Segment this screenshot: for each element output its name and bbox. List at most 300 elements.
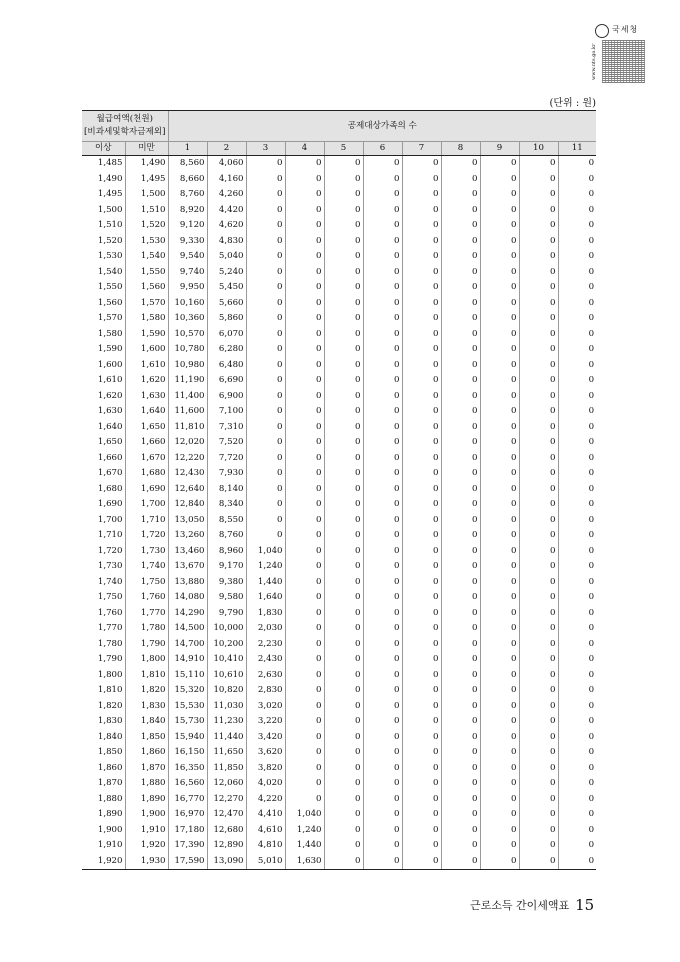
tax-amount-cell: 12,020: [168, 435, 207, 451]
tax-amount-cell: 0: [441, 854, 480, 870]
table-row: [82, 683, 596, 699]
income-min-cell: 1,810: [97, 685, 123, 695]
tax-amount-cell: 0: [285, 249, 324, 265]
tax-amount-cell: 0: [324, 404, 363, 420]
tax-amount-cell: 0: [324, 544, 363, 560]
tax-amount-cell: 9,120: [168, 218, 207, 234]
income-min-cell: 1,640: [97, 421, 123, 432]
tax-amount-cell: 0: [402, 730, 441, 746]
tax-amount-cell: 0: [324, 172, 363, 188]
tax-amount-cell: 10,570: [168, 327, 207, 343]
income-min-cell: 1,910: [97, 840, 123, 850]
tax-amount-cell: 0: [480, 497, 519, 513]
income-max-cell: 1,860: [125, 745, 168, 761]
tax-amount-cell: 0: [285, 265, 324, 281]
tax-amount-cell: 0: [363, 575, 402, 591]
income-max-cell: 1,520: [125, 218, 168, 234]
tax-amount-cell: 0: [519, 404, 558, 420]
tax-amount-cell: 0: [285, 559, 324, 575]
tax-amount-cell: 6,280: [207, 342, 246, 358]
tax-amount-cell: 5,010: [246, 854, 285, 870]
tax-amount-cell: 0: [519, 854, 558, 870]
tax-amount-cell: 0: [285, 652, 324, 668]
tax-amount-cell: 0: [441, 497, 480, 513]
income-min-cell: 1,495: [97, 189, 123, 199]
tax-amount-cell: 0: [480, 652, 519, 668]
tax-amount-cell: 0: [246, 513, 285, 529]
tax-amount-cell: 8,760: [168, 187, 207, 203]
tax-amount-cell: 17,180: [168, 823, 207, 839]
tax-amount-cell: 1,440: [285, 838, 324, 854]
income-min-cell: 1,850: [97, 747, 123, 757]
tax-amount-cell: 0: [285, 513, 324, 529]
income-max-cell: 1,610: [125, 358, 168, 374]
tax-amount-cell: 0: [519, 389, 558, 405]
tax-amount-cell: 0: [402, 342, 441, 358]
income-min-cell: 1,890: [97, 809, 123, 819]
tax-amount-cell: 0: [402, 466, 441, 482]
tax-amount-cell: 0: [285, 544, 324, 560]
tax-amount-cell: 0: [558, 358, 596, 374]
income-max-cell: 1,840: [125, 714, 168, 730]
income-max-cell: 1,870: [125, 761, 168, 777]
income-max-cell: 1,510: [125, 203, 168, 219]
tax-amount-cell: 0: [480, 187, 519, 203]
tax-amount-cell: 0: [285, 451, 324, 467]
tax-amount-cell: 0: [285, 575, 324, 591]
tax-amount-cell: 0: [324, 668, 363, 684]
tax-amount-cell: 0: [558, 776, 596, 792]
income-min-cell: 1,590: [97, 344, 123, 354]
tax-amount-cell: 0: [558, 854, 596, 870]
tax-amount-cell: 9,790: [207, 606, 246, 622]
tax-amount-cell: 0: [558, 575, 596, 591]
income-max-cell: 1,650: [125, 420, 168, 436]
tax-amount-cell: 0: [480, 807, 519, 823]
income-max-cell: 1,810: [125, 668, 168, 684]
table-row: [82, 513, 596, 529]
tax-amount-cell: 8,660: [168, 172, 207, 188]
tax-amount-cell: 0: [402, 203, 441, 219]
tax-amount-cell: 3,020: [246, 699, 285, 715]
income-min-cell: 1,730: [97, 561, 123, 571]
income-max-cell: 1,630: [125, 389, 168, 405]
table-row: [82, 559, 596, 575]
tax-amount-cell: 0: [519, 621, 558, 637]
tax-amount-cell: 0: [441, 528, 480, 544]
tax-amount-cell: 0: [324, 823, 363, 839]
income-max-cell: 1,570: [125, 296, 168, 312]
tax-amount-cell: 15,940: [168, 730, 207, 746]
tax-amount-cell: 0: [324, 265, 363, 281]
table-row: [82, 761, 596, 777]
tax-amount-cell: 14,080: [168, 590, 207, 606]
tax-amount-cell: 0: [363, 652, 402, 668]
tax-amount-cell: 0: [363, 637, 402, 653]
tax-amount-cell: 0: [558, 172, 596, 188]
table-row: [82, 156, 596, 172]
tax-amount-cell: 0: [285, 420, 324, 436]
tax-amount-cell: 0: [363, 172, 402, 188]
income-min-cell: 1,860: [97, 762, 123, 773]
table-row: [82, 497, 596, 513]
tax-amount-cell: 0: [402, 311, 441, 327]
family-count-9-header: 9: [480, 142, 519, 156]
tax-amount-cell: 0: [363, 280, 402, 296]
table-row: [82, 776, 596, 792]
tax-amount-cell: 7,930: [207, 466, 246, 482]
tax-amount-cell: 0: [402, 621, 441, 637]
tax-amount-cell: 0: [441, 668, 480, 684]
tax-amount-cell: 0: [363, 358, 402, 374]
tax-amount-cell: 11,030: [207, 699, 246, 715]
tax-amount-cell: 0: [324, 156, 363, 172]
tax-amount-cell: 14,500: [168, 621, 207, 637]
tax-amount-cell: 0: [480, 327, 519, 343]
table-row: [82, 621, 596, 637]
tax-amount-cell: 0: [363, 420, 402, 436]
tax-amount-cell: 0: [246, 156, 285, 172]
tax-amount-cell: 0: [324, 466, 363, 482]
tax-amount-cell: 0: [402, 435, 441, 451]
family-count-3-header: 3: [246, 142, 285, 156]
table-row: [82, 404, 596, 420]
tax-amount-cell: 0: [558, 745, 596, 761]
tax-amount-cell: 0: [480, 637, 519, 653]
tax-amount-cell: 0: [285, 280, 324, 296]
tax-amount-cell: 0: [324, 435, 363, 451]
tax-amount-cell: 0: [519, 652, 558, 668]
tax-amount-cell: 0: [363, 156, 402, 172]
tax-amount-cell: 0: [480, 668, 519, 684]
tax-amount-cell: 0: [324, 249, 363, 265]
tax-amount-cell: 0: [441, 559, 480, 575]
family-count-4-header: 4: [285, 142, 324, 156]
income-min-cell: 1,760: [97, 607, 123, 618]
tax-amount-cell: 0: [480, 575, 519, 591]
tax-amount-cell: 0: [324, 652, 363, 668]
tax-amount-cell: 0: [558, 807, 596, 823]
table-row: [82, 590, 596, 606]
tax-amount-cell: 13,090: [207, 854, 246, 870]
table-row: [82, 172, 596, 188]
tax-amount-cell: 0: [519, 265, 558, 281]
tax-amount-cell: 4,620: [207, 218, 246, 234]
income-range-header: [82, 111, 168, 142]
tax-amount-cell: 0: [285, 373, 324, 389]
tax-amount-cell: 0: [285, 156, 324, 172]
tax-amount-cell: 0: [519, 637, 558, 653]
income-min-cell: 1,780: [97, 638, 123, 649]
income-max-cell: 1,600: [125, 342, 168, 358]
table-row: [82, 249, 596, 265]
income-min-cell: 1,680: [97, 483, 123, 494]
income-max-cell: 1,560: [125, 280, 168, 296]
income-min-cell: 1,660: [97, 452, 123, 463]
tax-amount-cell: 0: [519, 187, 558, 203]
income-min-cell: 1,500: [97, 204, 123, 215]
tax-amount-cell: 0: [480, 792, 519, 808]
tax-amount-cell: 0: [246, 373, 285, 389]
tax-amount-cell: 0: [402, 606, 441, 622]
tax-amount-cell: 0: [558, 265, 596, 281]
tax-amount-cell: 1,830: [246, 606, 285, 622]
tax-amount-cell: 16,150: [168, 745, 207, 761]
tax-amount-cell: 0: [441, 373, 480, 389]
tax-amount-cell: 0: [363, 699, 402, 715]
income-max-cell: 1,930: [125, 854, 168, 870]
tax-amount-cell: 0: [285, 172, 324, 188]
tax-amount-cell: 0: [246, 280, 285, 296]
table-row: [82, 807, 596, 823]
tax-amount-cell: 0: [441, 683, 480, 699]
table-row: [82, 482, 596, 498]
tax-amount-cell: 0: [324, 590, 363, 606]
tax-amount-cell: 0: [519, 435, 558, 451]
tax-amount-cell: 0: [519, 342, 558, 358]
tax-amount-cell: 0: [246, 358, 285, 374]
tax-amount-cell: 0: [285, 482, 324, 498]
tax-amount-cell: 0: [519, 559, 558, 575]
tax-amount-cell: 0: [285, 187, 324, 203]
tax-amount-cell: 0: [363, 482, 402, 498]
tax-amount-cell: 2,030: [246, 621, 285, 637]
tax-amount-cell: 0: [324, 513, 363, 529]
tax-amount-cell: 0: [519, 606, 558, 622]
tax-amount-cell: 0: [402, 807, 441, 823]
tax-amount-cell: 0: [363, 854, 402, 870]
tax-amount-cell: 10,780: [168, 342, 207, 358]
tax-amount-cell: 0: [402, 497, 441, 513]
tax-amount-cell: 0: [519, 823, 558, 839]
tax-amount-cell: 8,550: [207, 513, 246, 529]
tax-amount-cell: 0: [441, 265, 480, 281]
tax-amount-cell: 0: [441, 435, 480, 451]
income-max-cell: 1,620: [125, 373, 168, 389]
income-min-cell: 1,840: [97, 731, 123, 742]
max-header: 미만: [125, 142, 168, 156]
table-row: [82, 358, 596, 374]
tax-amount-cell: 0: [480, 358, 519, 374]
tax-amount-cell: 10,160: [168, 296, 207, 312]
family-count-8-header: 8: [441, 142, 480, 156]
tax-amount-cell: 0: [558, 761, 596, 777]
tax-amount-cell: 0: [363, 745, 402, 761]
tax-amount-cell: 0: [558, 249, 596, 265]
tax-amount-cell: 0: [519, 776, 558, 792]
income-min-cell: 1,770: [97, 623, 123, 633]
tax-amount-cell: 0: [441, 404, 480, 420]
tax-amount-cell: 0: [363, 265, 402, 281]
income-min-cell: 1,820: [97, 700, 123, 711]
tax-amount-cell: 11,190: [168, 373, 207, 389]
tax-amount-cell: 0: [480, 761, 519, 777]
tax-amount-cell: 0: [402, 156, 441, 172]
table-row: [82, 296, 596, 312]
tax-amount-cell: 0: [480, 420, 519, 436]
tax-amount-cell: 14,290: [168, 606, 207, 622]
tax-amount-cell: 0: [558, 187, 596, 203]
tax-amount-cell: 0: [441, 776, 480, 792]
tax-amount-cell: 0: [519, 156, 558, 172]
tax-amount-cell: 0: [246, 296, 285, 312]
tax-amount-cell: 0: [519, 311, 558, 327]
tax-amount-cell: 14,910: [168, 652, 207, 668]
tax-amount-cell: 5,450: [207, 280, 246, 296]
income-max-cell: 1,830: [125, 699, 168, 715]
tax-amount-cell: 4,060: [207, 156, 246, 172]
tax-amount-cell: 0: [441, 156, 480, 172]
tax-amount-cell: 0: [558, 544, 596, 560]
tax-amount-cell: 0: [285, 792, 324, 808]
income-min-cell: 1,530: [97, 251, 123, 261]
tax-amount-cell: 11,650: [207, 745, 246, 761]
tax-amount-cell: 0: [402, 420, 441, 436]
tax-amount-cell: 0: [402, 575, 441, 591]
income-min-cell: 1,710: [97, 530, 123, 540]
tax-amount-cell: 11,810: [168, 420, 207, 436]
tax-amount-cell: 0: [285, 358, 324, 374]
tax-amount-cell: 4,810: [246, 838, 285, 854]
tax-amount-cell: 0: [480, 466, 519, 482]
tax-amount-cell: 4,420: [207, 203, 246, 219]
tax-amount-cell: 5,040: [207, 249, 246, 265]
tax-amount-cell: 0: [285, 327, 324, 343]
tax-amount-cell: 0: [324, 854, 363, 870]
tax-amount-cell: 12,890: [207, 838, 246, 854]
footer-title: 근로소득 간이세액표: [470, 899, 570, 912]
tax-amount-cell: 0: [402, 358, 441, 374]
tax-amount-cell: 4,160: [207, 172, 246, 188]
tax-amount-cell: 0: [558, 513, 596, 529]
tax-amount-cell: 0: [480, 621, 519, 637]
tax-amount-cell: 0: [519, 838, 558, 854]
tax-amount-cell: 7,520: [207, 435, 246, 451]
tax-amount-cell: 0: [363, 389, 402, 405]
tax-amount-cell: 4,260: [207, 187, 246, 203]
tax-amount-cell: 0: [402, 637, 441, 653]
tax-amount-cell: 0: [519, 745, 558, 761]
tax-amount-cell: 0: [363, 187, 402, 203]
tax-amount-cell: 0: [558, 451, 596, 467]
tax-amount-cell: 0: [441, 652, 480, 668]
income-min-cell: 1,540: [97, 266, 123, 277]
income-max-cell: 1,495: [125, 172, 168, 188]
tax-amount-cell: 0: [285, 435, 324, 451]
page-number: 15: [575, 896, 595, 914]
tax-amount-cell: 0: [441, 280, 480, 296]
income-max-cell: 1,700: [125, 497, 168, 513]
tax-amount-cell: 11,230: [207, 714, 246, 730]
tax-amount-cell: 0: [285, 761, 324, 777]
tax-amount-cell: 12,680: [207, 823, 246, 839]
income-max-cell: 1,500: [125, 187, 168, 203]
tax-amount-cell: 15,320: [168, 683, 207, 699]
tax-amount-cell: 0: [402, 234, 441, 250]
tax-amount-cell: 0: [480, 776, 519, 792]
tax-amount-cell: 0: [402, 776, 441, 792]
tax-amount-cell: 0: [441, 792, 480, 808]
tax-amount-cell: 0: [246, 311, 285, 327]
tax-amount-cell: 0: [285, 389, 324, 405]
tax-amount-cell: 0: [441, 482, 480, 498]
table-row: [82, 234, 596, 250]
tax-amount-cell: 0: [441, 575, 480, 591]
income-max-cell: 1,710: [125, 513, 168, 529]
tax-amount-cell: 0: [363, 792, 402, 808]
tax-amount-cell: 0: [246, 389, 285, 405]
tax-amount-cell: 0: [363, 435, 402, 451]
income-max-cell: 1,790: [125, 637, 168, 653]
tax-amount-cell: 16,970: [168, 807, 207, 823]
table-row: [82, 730, 596, 746]
tax-amount-cell: 0: [480, 838, 519, 854]
tax-amount-cell: 3,820: [246, 761, 285, 777]
tax-amount-cell: 0: [519, 234, 558, 250]
tax-amount-cell: 10,000: [207, 621, 246, 637]
tax-amount-cell: 0: [402, 451, 441, 467]
tax-amount-cell: 0: [441, 249, 480, 265]
tax-amount-cell: 11,440: [207, 730, 246, 746]
tax-amount-cell: 3,420: [246, 730, 285, 746]
income-max-cell: 1,910: [125, 823, 168, 839]
tax-amount-cell: 0: [480, 280, 519, 296]
tax-amount-cell: 0: [363, 296, 402, 312]
tax-amount-cell: 0: [558, 203, 596, 219]
tax-amount-cell: 0: [519, 575, 558, 591]
tax-amount-cell: 0: [480, 590, 519, 606]
tax-amount-cell: 0: [480, 389, 519, 405]
tax-amount-cell: 0: [246, 497, 285, 513]
tax-amount-cell: 0: [558, 311, 596, 327]
table-row: [82, 652, 596, 668]
tax-amount-cell: 11,600: [168, 404, 207, 420]
tax-amount-cell: 0: [558, 218, 596, 234]
tax-amount-cell: 14,700: [168, 637, 207, 653]
tax-amount-cell: 0: [246, 528, 285, 544]
tax-amount-cell: 0: [441, 513, 480, 529]
tax-amount-cell: 0: [324, 699, 363, 715]
nts-logo-label: 국세청: [612, 25, 639, 34]
income-max-cell: 1,550: [125, 265, 168, 281]
footer: [470, 896, 594, 914]
tax-amount-cell: 0: [285, 234, 324, 250]
nts-logo: [592, 22, 652, 82]
income-min-cell: 1,670: [97, 468, 123, 478]
tax-amount-cell: 0: [402, 218, 441, 234]
tax-amount-cell: 17,390: [168, 838, 207, 854]
income-max-cell: 1,530: [125, 234, 168, 250]
tax-amount-cell: 0: [324, 327, 363, 343]
income-max-cell: 1,590: [125, 327, 168, 343]
income-min-cell: 1,880: [97, 793, 123, 804]
table-row: [82, 218, 596, 234]
tax-amount-cell: 0: [519, 420, 558, 436]
income-min-cell: 1,490: [97, 173, 123, 184]
tax-amount-cell: 0: [480, 683, 519, 699]
tax-amount-cell: 0: [519, 249, 558, 265]
tax-amount-cell: 0: [363, 590, 402, 606]
tax-amount-cell: 0: [558, 621, 596, 637]
tax-amount-cell: 0: [519, 482, 558, 498]
income-min-cell: 1,740: [97, 576, 123, 587]
tax-amount-cell: 0: [441, 637, 480, 653]
tax-amount-cell: 0: [402, 544, 441, 560]
table-row: [82, 637, 596, 653]
tax-amount-cell: 0: [324, 358, 363, 374]
tax-amount-cell: 0: [441, 466, 480, 482]
tax-amount-cell: 0: [519, 699, 558, 715]
